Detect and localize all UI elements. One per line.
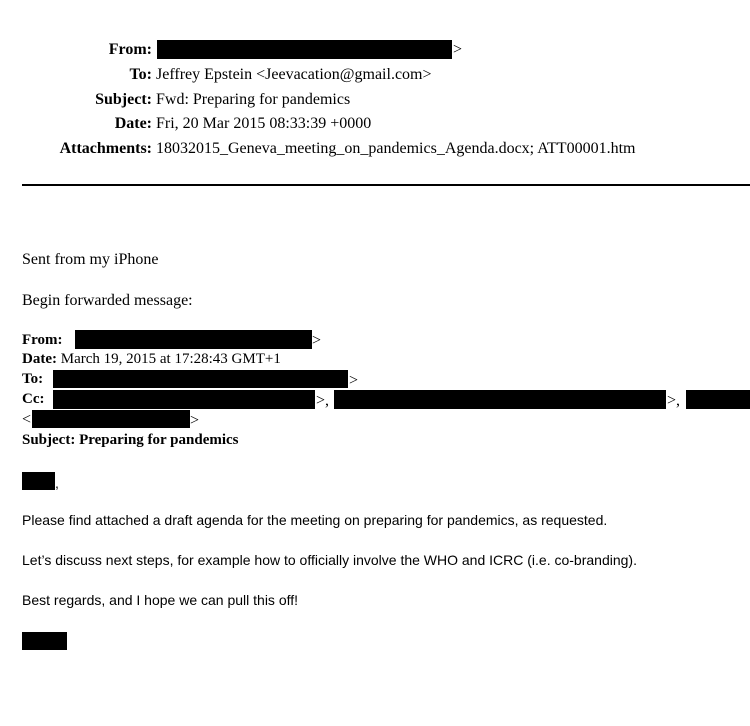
angle-bracket: > [190,412,200,429]
fwd-subject-label: Subject: [22,432,76,448]
fwd-subject-value: Preparing for pandemics [79,432,239,448]
fwd-from-label: From: [22,332,63,348]
fwd-date-label: Date: [22,351,57,367]
angle-bracket: > [349,372,359,389]
angle-bracket: > [312,332,322,349]
subject-label: Subject: [95,91,152,108]
fwd-cc-label: Cc: [22,391,45,407]
angle-bracket: >, [316,392,330,409]
redacted-from-address [157,40,452,59]
sent-from-iphone: Sent from my iPhone [22,251,159,268]
fwd-date-value: March 19, 2015 at 17:28:43 GMT+1 [60,351,281,367]
fwd-date-row [22,350,281,369]
to-value: Jeffrey Epstein <Jeevacation@gmail.com> [156,66,432,83]
attachments-label: Attachments: [59,140,152,157]
redacted-cc-2 [334,390,666,409]
angle-bracket: >, [667,392,681,409]
redacted-cc-3 [686,390,750,409]
date-value: Fri, 20 Mar 2015 08:33:39 +0000 [156,115,372,132]
greeting-comma: , [55,475,59,491]
angle-bracket: > [453,41,463,58]
redacted-fwd-from [75,330,312,349]
redacted-signature [22,632,67,650]
message-paragraph-2: Let’s discuss next steps, for example how to officially involve the WHO and ICRC (i.e. co-branding). [22,552,637,568]
fwd-subject-row [22,431,239,450]
forward-intro: Begin forwarded message: [22,292,193,309]
attachments-value: 18032015_Geneva_meeting_on_pandemics_Agenda.docx; ATT00001.htm [156,140,636,157]
redacted-cc-4 [32,410,190,428]
redacted-fwd-to [53,370,348,388]
subject-value: Fwd: Preparing for pandemics [156,91,351,108]
date-label: Date: [114,115,152,132]
header-divider [22,184,750,186]
fwd-to-label: To: [22,371,44,387]
redacted-cc-1 [53,390,315,409]
message-paragraph-3: Best regards, and I hope we can pull this off! [22,592,299,608]
redacted-greeting-name [22,472,55,490]
angle-bracket-open: < [22,411,32,428]
from-label: From: [108,41,152,58]
to-label: To: [129,66,152,83]
message-paragraph-1: Please find attached a draft agenda for the meeting on preparing for pandemics, as requested. [22,512,608,528]
